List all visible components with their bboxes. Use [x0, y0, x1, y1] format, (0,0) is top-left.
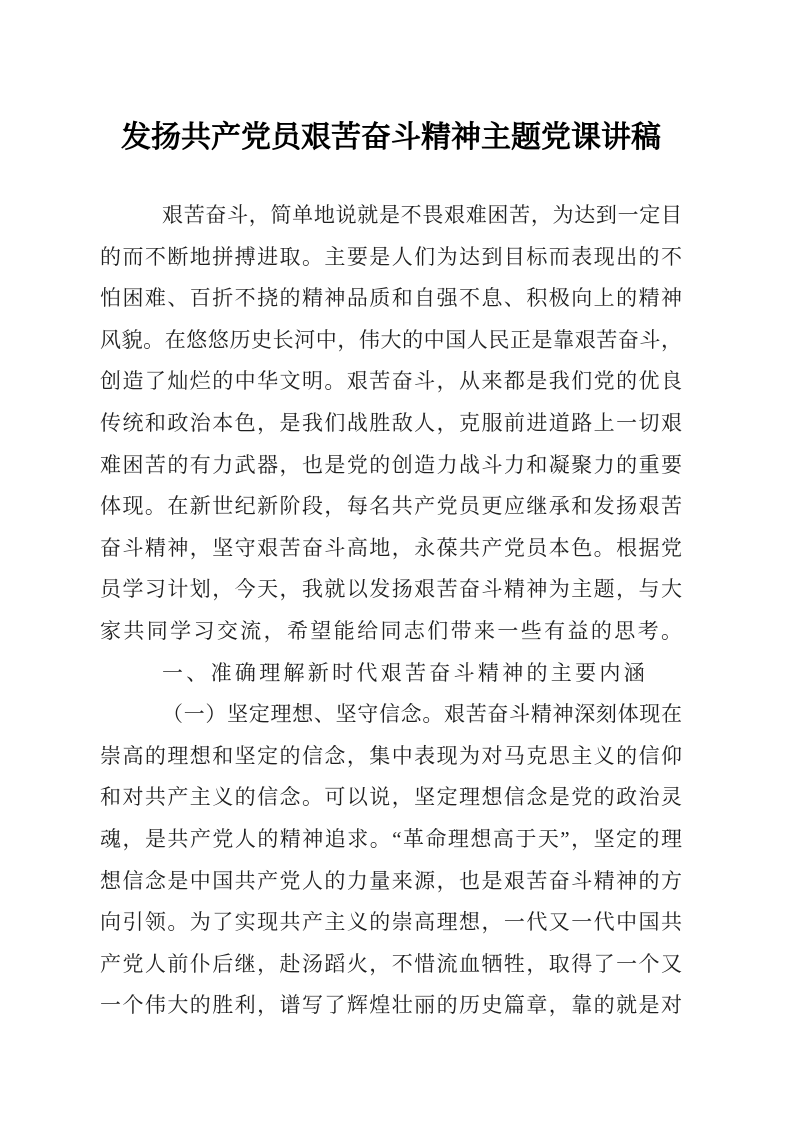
text-line: 艰苦奋斗，简单地说就是不畏艰难困苦，为达到一定目 [162, 203, 682, 227]
text-line: 一个伟大的胜利，谱写了辉煌壮丽的历史篇章，靠的就是对 [100, 993, 682, 1018]
text-line: 向引领。为了实现共产主义的崇高理想，一代又一代中国共 [100, 910, 682, 935]
heading-section-1 [100, 653, 682, 695]
text-line: 传统和政治本色，是我们战胜敌人，克服前进道路上一切艰 [100, 410, 682, 435]
document-body [100, 195, 682, 1027]
text-line: 的而不断地拼搏进取。主要是人们为达到目标而表现出的不 [100, 244, 682, 269]
text-line: 难困苦的有力武器，也是党的创造力战斗力和凝聚力的重要 [100, 452, 682, 477]
paragraph-intro [100, 195, 682, 653]
text-line: （一）坚定理想、坚守信念。艰苦奋斗精神深刻体现在 [162, 702, 682, 727]
text-line: 想信念是中国共产党人的力量来源，也是艰苦奋斗精神的方 [100, 868, 682, 893]
text-line: 怕困难、百折不挠的精神品质和自强不息、积极向上的精神 [100, 286, 682, 311]
text-line: 奋斗精神，坚守艰苦奋斗高地，永葆共产党员本色。根据党 [100, 535, 682, 560]
text-line: 一、准确理解新时代艰苦奋斗精神的主要内涵 [162, 660, 648, 685]
text-line: 和对共产主义的信念。可以说，坚定理想信念是党的政治灵 [100, 785, 682, 810]
text-line: 崇高的理想和坚定的信念，集中表现为对马克思主义的信仰 [100, 743, 682, 768]
text-line: 风貌。在悠悠历史长河中，伟大的中国人民正是靠艰苦奋斗， [100, 327, 682, 352]
text-line: 产党人前仆后继，赴汤蹈火，不惜流血牺牲，取得了一个又 [100, 951, 682, 976]
paragraph-section-1-1 [100, 694, 682, 1027]
text-line: 家共同学习交流，希望能给同志们带来一些有益的思考。 [100, 618, 682, 643]
text-line: 员学习计划，今天，我就以发扬艰苦奋斗精神为主题，与大 [100, 577, 682, 602]
text-line: 体现。在新世纪新阶段，每名共产党员更应继承和发扬艰苦 [100, 494, 682, 519]
text-line: 创造了灿烂的中华文明。艰苦奋斗，从来都是我们党的优良 [100, 369, 682, 394]
document-title: 发扬共产党员艰苦奋斗精神主题党课讲稿 [121, 121, 661, 154]
text-line: 魂，是共产党人的精神追求。“革命理想高于天”，坚定的理 [100, 826, 682, 851]
